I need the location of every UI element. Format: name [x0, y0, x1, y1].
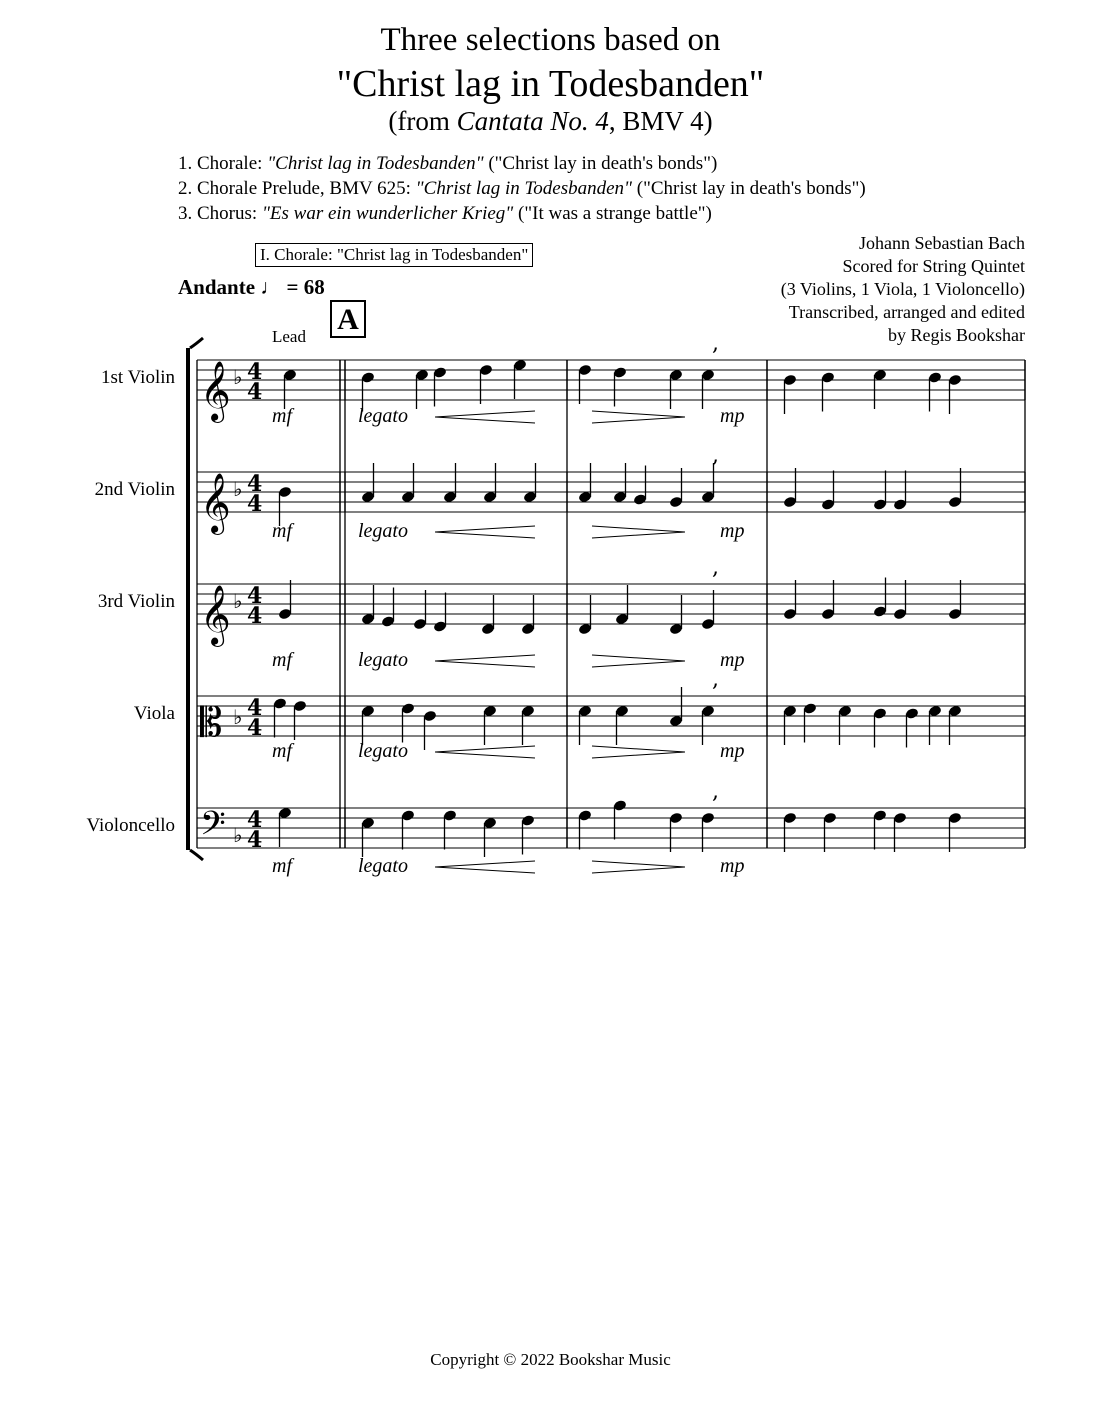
breath-mark: ,: [712, 443, 719, 468]
dynamic-mp: mp: [720, 740, 745, 762]
selection-1-title: "Christ lag in Todesbanden": [267, 153, 484, 174]
note: [415, 369, 429, 409]
note: [783, 580, 797, 620]
time-signature-bottom: 4: [247, 603, 263, 629]
note: [613, 799, 627, 839]
staff-name-violin-1: 1st Violin: [101, 367, 175, 388]
selection-3-translation: ("It was a strange battle"): [513, 203, 712, 224]
note: [948, 580, 962, 620]
arranger-line: Transcribed, arranged and edited: [788, 302, 1025, 322]
note: [701, 369, 715, 409]
staff-2: [197, 443, 1025, 535]
treble-clef-icon: 𝄞: [200, 585, 231, 645]
breath-mark: ,: [712, 331, 719, 356]
note: [948, 812, 962, 852]
note: [873, 369, 887, 409]
note: [873, 471, 887, 511]
note: [521, 595, 535, 635]
note: [821, 371, 835, 411]
alto-clef-icon: 𝄡: [200, 700, 223, 746]
piece-title: "Christ lag in Todesbanden": [336, 63, 765, 105]
note: [483, 463, 497, 503]
subtitle-cantata: Cantata No. 4: [456, 106, 609, 136]
note: [401, 809, 415, 849]
decrescendo-hairpin: [592, 746, 685, 758]
note: [423, 710, 437, 750]
note: [948, 705, 962, 745]
expression-legato: legato: [358, 740, 408, 762]
note: [615, 585, 629, 625]
dynamic-mp: mp: [720, 649, 745, 671]
time-signature-bottom: 4: [247, 827, 263, 853]
time-signature-bottom: 4: [247, 379, 263, 405]
note: [273, 697, 287, 737]
arranger: by Regis Bookshar: [888, 325, 1025, 345]
time-signature-top: 4: [247, 583, 263, 609]
note: [521, 705, 535, 745]
staff-3: [197, 555, 1025, 647]
decrescendo-hairpin: [592, 411, 685, 423]
decrescendo-hairpin: [592, 861, 685, 873]
crescendo-hairpin: [435, 655, 535, 667]
note: [873, 809, 887, 849]
note: [483, 817, 497, 857]
note: [821, 471, 835, 511]
note: [278, 580, 292, 620]
expression-legato: legato: [358, 649, 408, 671]
note: [483, 705, 497, 745]
note: [783, 812, 797, 852]
selection-2-title: "Christ lag in Todesbanden": [415, 178, 633, 199]
flat-icon: ♭: [233, 589, 243, 613]
note: [905, 707, 919, 747]
expression-legato: legato: [358, 520, 408, 542]
dynamic-mp: mp: [720, 855, 745, 877]
flat-icon: ♭: [233, 823, 243, 847]
tempo-bpm: = 68: [286, 275, 325, 299]
staff-name-violin-2: 2nd Violin: [94, 479, 175, 500]
title-line-1: Three selections based on: [380, 22, 721, 58]
subtitle-suffix: , BMV 4): [608, 106, 713, 136]
treble-clef-icon: 𝄞: [200, 473, 231, 533]
note: [669, 812, 683, 852]
selection-2-translation: ("Christ lay in death's bonds"): [632, 178, 866, 199]
note: [513, 359, 527, 399]
time-signature-top: 4: [247, 471, 263, 497]
note: [838, 705, 852, 745]
dynamic-mf: mf: [272, 520, 292, 542]
lead-label: Lead: [272, 327, 306, 346]
time-signature-top: 4: [247, 807, 263, 833]
note: [669, 468, 683, 508]
note: [293, 700, 307, 740]
note: [283, 369, 297, 409]
selection-1-prefix: 1. Chorale:: [178, 153, 268, 174]
staff-1: [197, 331, 1025, 423]
selection-3-title: "Es war ein wunderlicher Krieg": [261, 203, 514, 224]
flat-icon: ♭: [233, 705, 243, 729]
note: [578, 463, 592, 503]
note: [701, 705, 715, 745]
note: [578, 809, 592, 849]
section-label: I. Chorale: "Christ lag in Todesbanden": [255, 243, 533, 267]
note: [481, 595, 495, 635]
note: [361, 705, 375, 745]
crescendo-hairpin: [435, 746, 535, 758]
subtitle-prefix: (from: [388, 106, 457, 136]
note: [361, 585, 375, 625]
note: [701, 463, 715, 503]
note: [433, 593, 447, 633]
dynamic-mf: mf: [272, 740, 292, 762]
note: [948, 374, 962, 414]
note: [783, 374, 797, 414]
note: [783, 468, 797, 508]
scoring: Scored for String Quintet: [842, 256, 1025, 276]
note: [669, 595, 683, 635]
treble-clef-icon: 𝄞: [200, 361, 231, 421]
note: [278, 486, 292, 526]
note: [578, 364, 592, 404]
breath-mark: ,: [712, 555, 719, 580]
dynamic-mf: mf: [272, 649, 292, 671]
copyright: Copyright © 2022 Bookshar Music: [430, 1350, 671, 1369]
composer: Johann Sebastian Bach: [859, 233, 1025, 253]
note: [893, 471, 907, 511]
note: [948, 468, 962, 508]
flat-icon: ♭: [233, 365, 243, 389]
note: [361, 463, 375, 503]
dynamic-mf: mf: [272, 855, 292, 877]
staff-name-cello: Violoncello: [86, 815, 175, 836]
note: [821, 580, 835, 620]
dynamic-mp: mp: [720, 405, 745, 427]
note: [928, 705, 942, 745]
note: [578, 595, 592, 635]
note: [873, 707, 887, 747]
selection-3-prefix: 3. Chorus:: [178, 203, 262, 224]
note: [783, 705, 797, 745]
note: [361, 371, 375, 411]
dynamic-mf: mf: [272, 405, 292, 427]
crescendo-hairpin: [435, 411, 535, 423]
note: [278, 807, 292, 847]
time-signature-top: 4: [247, 695, 263, 721]
time-signature-bottom: 4: [247, 491, 263, 517]
note: [401, 463, 415, 503]
expression-legato: legato: [358, 405, 408, 427]
breath-mark: ,: [712, 667, 719, 692]
note: [578, 705, 592, 745]
decrescendo-hairpin: [592, 655, 685, 667]
note: [701, 590, 715, 630]
note: [479, 364, 493, 404]
rehearsal-mark: A: [330, 300, 366, 338]
time-signature-top: 4: [247, 359, 263, 385]
note: [413, 590, 427, 630]
crescendo-hairpin: [435, 861, 535, 873]
note: [701, 812, 715, 852]
note: [613, 463, 627, 503]
staff-4: [197, 667, 1025, 746]
crescendo-hairpin: [435, 526, 535, 538]
note: [823, 812, 837, 852]
dynamic-mp: mp: [720, 520, 745, 542]
time-signature-bottom: 4: [247, 715, 263, 741]
staff-name-viola: Viola: [133, 703, 175, 724]
note: [928, 371, 942, 411]
note: [669, 369, 683, 409]
note: [893, 812, 907, 852]
selection-2-prefix: 2. Chorale Prelude, BMV 625:: [178, 178, 416, 199]
note: [361, 817, 375, 857]
note: [523, 463, 537, 503]
bass-clef-icon: 𝄢: [200, 805, 226, 851]
decrescendo-hairpin: [592, 526, 685, 538]
quarter-note-icon: ♩: [260, 275, 282, 299]
note: [893, 580, 907, 620]
instrumentation: (3 Violins, 1 Viola, 1 Violoncello): [780, 279, 1025, 299]
expression-legato: legato: [358, 855, 408, 877]
tempo-text: Andante: [178, 275, 256, 299]
breath-mark: ,: [712, 779, 719, 804]
staff-name-violin-3: 3rd Violin: [97, 591, 175, 612]
note: [669, 687, 683, 727]
selection-1-translation: ("Christ lay in death's bonds"): [483, 153, 718, 174]
flat-icon: ♭: [233, 477, 243, 501]
note: [443, 463, 457, 503]
note: [615, 705, 629, 745]
note: [443, 809, 457, 849]
